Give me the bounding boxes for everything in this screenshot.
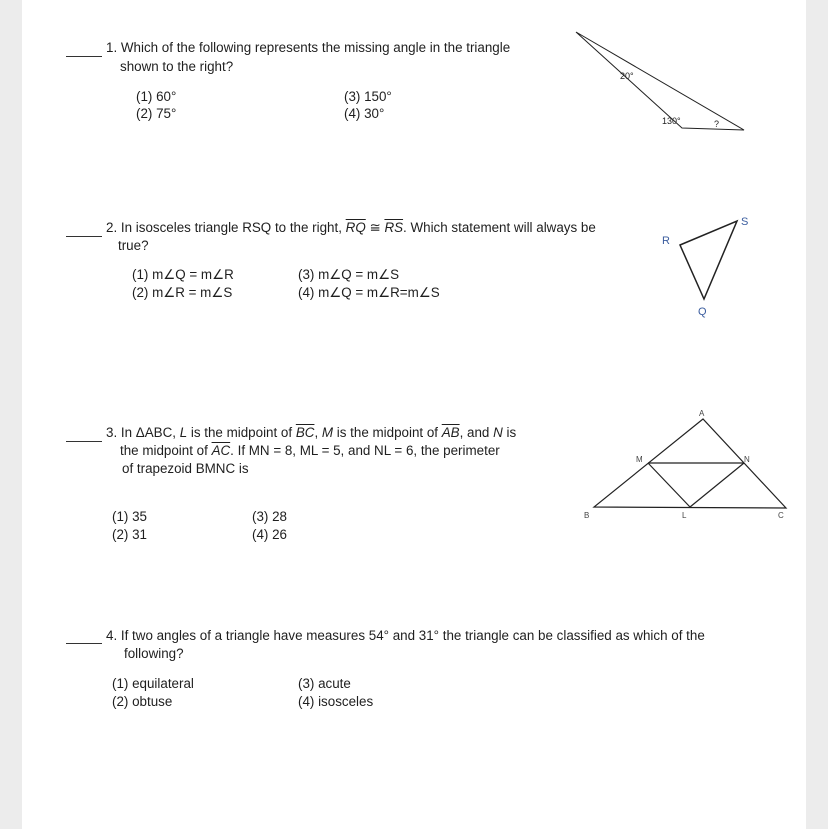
q2-option-2[interactable]: (2) m∠R = m∠S (132, 285, 233, 300)
q2-triangle (680, 221, 737, 299)
q1-option-2[interactable]: (2) 75° (136, 106, 177, 121)
q2-vertex-r: R (662, 235, 670, 247)
q3-l1-f: is (502, 425, 517, 440)
q3-l1-m: M (321, 425, 334, 440)
q3-l1-e: , and (459, 425, 494, 440)
q1-angle-unknown: ? (714, 119, 720, 129)
q3-l2-a: the midpoint of (120, 443, 212, 458)
q3-l2-b: . If MN = 8, ML = 5, and NL = 6, the perimeter (230, 443, 500, 458)
q1-stem-line2: shown to the right? (120, 59, 234, 74)
q3-vertex-c: C (778, 511, 784, 520)
q1-option-4[interactable]: (4) 30° (344, 106, 385, 121)
q3-l1-b: is the midpoint of (187, 425, 296, 440)
q2-congruent-symbol: ≅ (365, 220, 385, 235)
q4-option-2[interactable]: (2) obtuse (112, 694, 173, 709)
q2-segment-rq: $\overline{RQ}$ (345, 220, 366, 235)
q3-option-2[interactable]: (2) 31 (112, 527, 147, 542)
q2-stem-line1 (106, 219, 596, 237)
q3-vertex-b: B (584, 511, 590, 520)
q2-stem-line2: true? (118, 238, 149, 253)
q3-stem-line2 (120, 442, 500, 460)
q3-segment-ml (648, 463, 690, 507)
q2-stem-suffix: . Which statement will always be (403, 220, 596, 235)
q3-segment-ac: $\overline{AC}$ (211, 443, 231, 458)
q1-option-3[interactable]: (3) 150° (344, 89, 392, 104)
q2-vertex-s: S (741, 216, 749, 228)
q3-vertex-a: A (699, 409, 705, 418)
q3-vertex-m: M (636, 455, 643, 464)
q2-stem-prefix: 2. In isosceles triangle RSQ to the right, (106, 220, 346, 235)
answer-blank-q2[interactable] (66, 236, 102, 237)
q2-triangle-figure (652, 206, 762, 318)
worksheet-page (22, 0, 806, 829)
q3-l1-d: is the midpoint of (333, 425, 442, 440)
q3-triangle-figure (578, 405, 798, 527)
q3-l1-a: 3. In ΔABC, (106, 425, 180, 440)
q1-stem-line1: 1. Which of the following represents the missing angle in the triangle (106, 40, 511, 55)
q3-vertex-l: L (682, 511, 687, 520)
q2-option-1[interactable]: (1) m∠Q = m∠R (132, 267, 234, 282)
q3-segment-bc: $\overline{BC}$ (295, 425, 315, 440)
q3-option-1[interactable]: (1) 35 (112, 509, 147, 524)
q2-option-3[interactable]: (3) m∠Q = m∠S (298, 267, 400, 282)
q3-vertex-n: N (744, 455, 750, 464)
q3-l1-c: , (314, 425, 322, 440)
q1-triangle-figure (562, 25, 752, 137)
q3-l1-n: N (493, 425, 503, 440)
q4-option-3[interactable]: (3) acute (298, 676, 351, 691)
q4-option-4[interactable]: (4) isosceles (298, 694, 374, 709)
q3-l1-l: L (179, 425, 188, 440)
q1-angle-130: 130° (662, 116, 681, 126)
q3-segment-nl (690, 463, 744, 507)
q2-vertex-q: Q (698, 306, 707, 318)
q4-option-1[interactable]: (1) equilateral (112, 676, 194, 691)
q3-stem-line1 (106, 424, 516, 442)
answer-blank-q1[interactable] (66, 56, 102, 57)
answer-blank-q3[interactable] (66, 441, 102, 442)
q3-option-3[interactable]: (3) 28 (252, 509, 287, 524)
q3-option-4[interactable]: (4) 26 (252, 527, 287, 542)
answer-blank-q4[interactable] (66, 643, 102, 644)
q3-segment-ab: $\overline{AB}$ (441, 425, 460, 440)
q2-segment-rs: $\overline{RS}$ (384, 220, 404, 235)
q4-stem-line2: following? (124, 646, 184, 661)
q1-option-1[interactable]: (1) 60° (136, 89, 177, 104)
q2-option-4[interactable]: (4) m∠Q = m∠R=m∠S (298, 285, 440, 300)
q3-stem-line3: of trapezoid BMNC is (122, 461, 249, 476)
q1-triangle (576, 32, 744, 130)
q1-angle-20: 20° (620, 71, 634, 81)
q4-stem-line1: 4. If two angles of a triangle have measures 54° and 31° the triangle can be classified as which of the (106, 628, 705, 643)
